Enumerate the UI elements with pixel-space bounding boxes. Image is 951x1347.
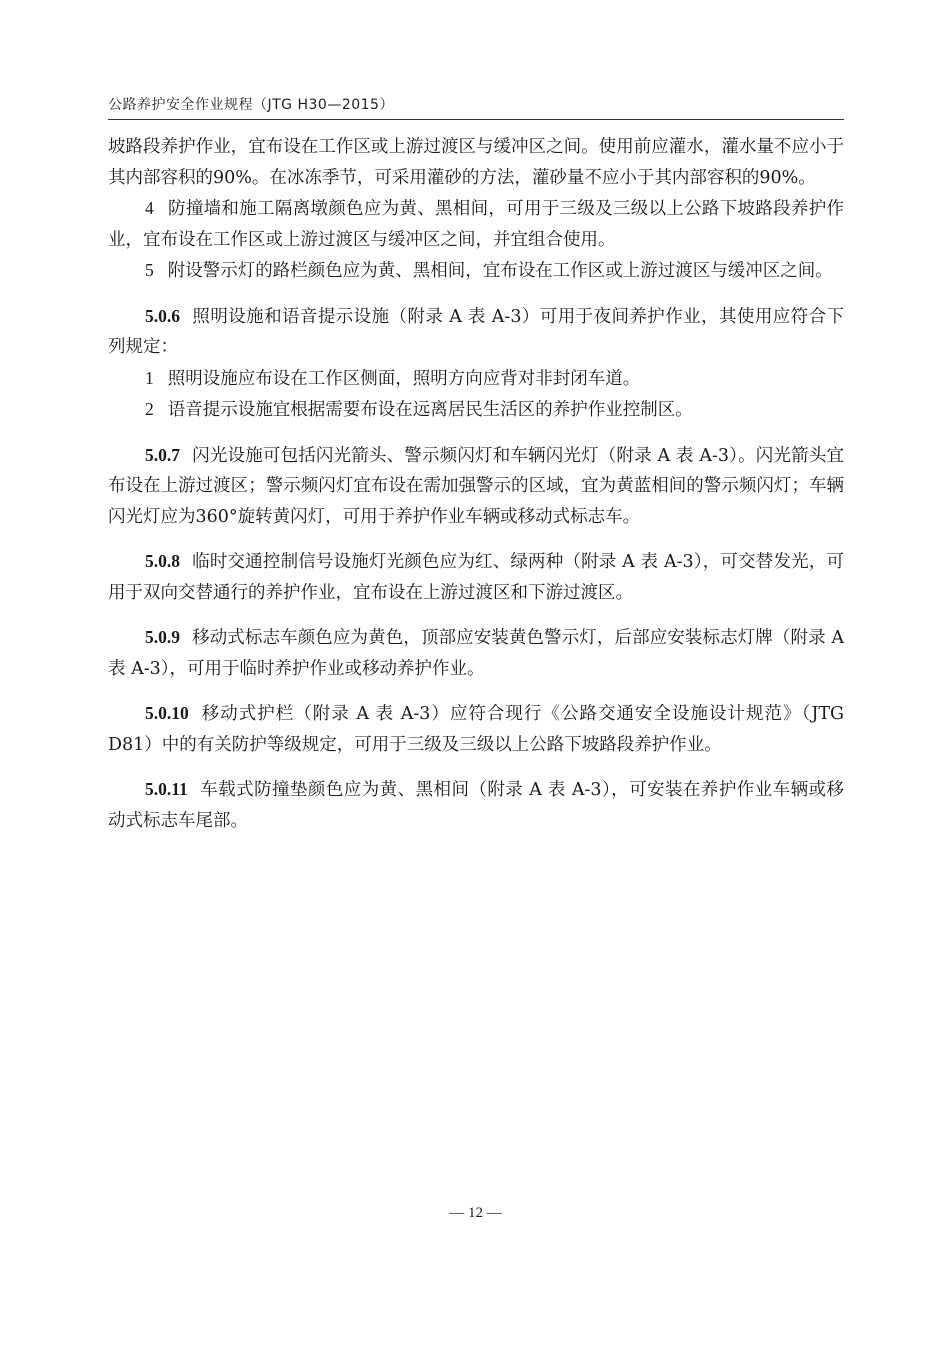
clause-number: 5.0.7 [145, 444, 180, 465]
list-item [108, 193, 844, 255]
clause-paragraph [108, 440, 844, 533]
clause-5-0-9 [108, 622, 844, 684]
list-item [108, 255, 844, 287]
clause-number: 5.0.8 [145, 551, 180, 571]
clause-paragraph [108, 698, 844, 760]
list-item [108, 394, 844, 426]
clause-text: 闪光设施可包括闪光箭头、警示频闪灯和车辆闪光灯（附录 A 表 A-3）。闪光箭头宜布设在上游过渡区；警示频闪灯宜布设在需加强警示的区域，宜为黄蓝相间的警示频闪灯；车辆闪光灯应为360°旋转黄闪灯，可用于养护作业车辆或移动式标志车。 [108, 445, 844, 527]
clause-paragraph [108, 301, 844, 363]
clause-text: 移动式护栏（附录 A 表 A-3）应符合现行《公路交通安全设施设计规范》（JTG D81）中的有关防护等级规定，可用于三级及三级以上公路下坡路段养护作业。 [108, 704, 844, 755]
clause-text: 临时交通控制信号设施灯光颜色应为红、绿两种（附录 A 表 A-3），可交替发光，可用于双向交替通行的养护作业，宜布设在上游过渡区和下游过渡区。 [108, 552, 844, 603]
clause-5-0-7 [108, 440, 844, 533]
clause-5-0-10 [108, 698, 844, 760]
list-item-number: 4 [145, 198, 154, 218]
clause-number: 5.0.9 [145, 627, 180, 647]
list-item-number: 2 [145, 399, 154, 419]
list-item-text: 防撞墙和施工隔离墩颜色应为黄、黑相间，可用于三级及三级以上公路下坡路段养护作业，宜布设在工作区或上游过渡区与缓冲区之间，并宜组合使用。 [108, 199, 844, 250]
list-item-number: 1 [145, 367, 154, 388]
list-item-text: 照明设施应布设在工作区侧面，照明方向应背对非封闭车道。 [167, 368, 641, 389]
clause-number: 5.0.11 [145, 779, 188, 799]
continuation-paragraph: 坡路段养护作业，宜布设在工作区或上游过渡区与缓冲区之间。使用前应灌水，灌水量不应小于其内部容积的90%。在冰冻季节，可采用灌砂的方法，灌砂量不应小于其内部容积的90%。 [108, 137, 844, 188]
clause-5-0-8 [108, 546, 844, 608]
clause-text: 车载式防撞垫颜色应为黄、黑相间（附录 A 表 A-3），可安装在养护作业车辆或移动式标志车尾部。 [108, 780, 844, 831]
clause-text: 照明设施和语音提示设施（附录 A 表 A-3）可用于夜间养护作业，其使用应符合下列规定： [108, 306, 844, 357]
list-item-text: 附设警示灯的路栏颜色应为黄、黑相间，宜布设在工作区或上游过渡区与缓冲区之间。 [167, 261, 833, 281]
clause-paragraph [108, 546, 844, 608]
clause-number: 5.0.6 [145, 305, 180, 326]
running-header: 公路养护安全作业规程（JTG H30—2015） [108, 97, 394, 113]
clause-5-0-6 [108, 301, 844, 426]
list-item-text: 语音提示设施宜根据需要布设在远离居民生活区的养护作业控制区。 [167, 400, 693, 420]
clause-paragraph [108, 622, 844, 684]
clause-text: 移动式标志车颜色应为黄色，顶部应安装黄色警示灯，后部应安装标志灯牌（附录 A 表 A-3），可用于临时养护作业或移动养护作业。 [108, 628, 844, 679]
page-number: — 12 — [449, 1205, 502, 1221]
page-body [108, 132, 844, 836]
list-item-number: 5 [145, 260, 154, 280]
clause-number: 5.0.10 [145, 703, 189, 723]
list-item [108, 363, 844, 395]
clause-paragraph [108, 774, 844, 836]
clause-5-0-11 [108, 774, 844, 836]
header-rule [108, 119, 844, 120]
